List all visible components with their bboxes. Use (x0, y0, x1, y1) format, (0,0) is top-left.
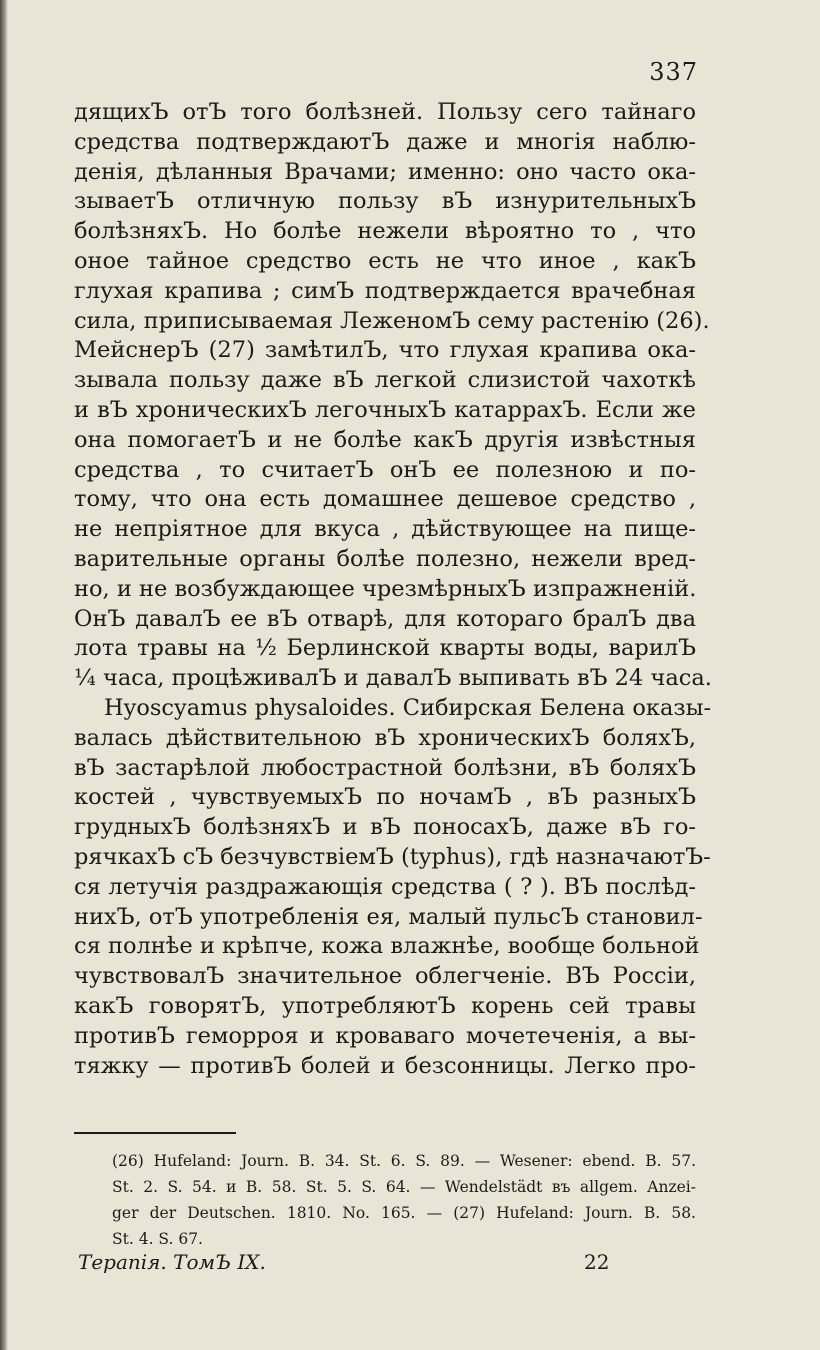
footnote-divider (74, 1132, 236, 1134)
text-line: вЪ застарѣлой любострастной болѣзни, вЪ боляхЪ (74, 754, 696, 781)
text-line: лота травы на ½ Берлинской кварты воды, варилЪ (74, 635, 696, 662)
text-line: она помогаетЪ и не болѣе какЪ другія извѣстныя (74, 426, 696, 453)
sheet-number: 22 (584, 1250, 610, 1274)
text-line: сила, приписываемая ЛеженомЪ сему растенію (26). (74, 307, 710, 334)
text-line: ся летучія раздражающія средства ( ? ). ВЪ послѣд- (74, 873, 696, 900)
text-line: ОнЪ давалЪ ее вЪ отварѣ, для котораго бралЪ два (74, 605, 696, 632)
footnote-line: St. 4. S. 67. (112, 1230, 203, 1248)
footer-signature: Терапія. ТомЪ IX. (78, 1250, 266, 1274)
text-line: варительные органы болѣе полезно, нежели вред- (74, 545, 696, 572)
text-line: зываетЪ отличную пользу вЪ изнурительныхЪ (74, 188, 696, 215)
text-line: глухая крапива ; симЪ подтверждается врачебная (74, 277, 696, 304)
text-line: тяжку — противЪ болей и безсонницы. Легко про- (74, 1052, 696, 1079)
text-line: ¼ часа, процѣживалЪ и давалЪ выпивать вЪ 24 часа. (74, 665, 712, 692)
text-line: костей , чувствуемыхЪ по ночамЪ , вЪ разныхЪ (74, 784, 696, 811)
text-line: но, и не возбуждающее чрезмѣрныхЪ изпражненій. (74, 575, 697, 602)
text-line: и вЪ хроническихЪ легочныхЪ катаррахЪ. Если же (74, 396, 696, 423)
text-line: чувствовалЪ значительное облегченіе. ВЪ Россіи, (74, 963, 696, 990)
text-line: дящихЪ отЪ того болѣзней. Пользу сего тайнаго (74, 99, 696, 125)
book-spine-shadow (0, 0, 8, 1350)
text-line: зывала пользу даже вЪ легкой слизистой чахоткѣ (74, 367, 696, 394)
main-text (74, 98, 712, 1081)
text-line: средства подтверждаютЪ даже и многія наблю- (74, 128, 696, 155)
text-line: оное тайное средство есть не что иное , какЪ (74, 247, 696, 274)
text-line: противЪ геморроя и кроваваго мочетеченія, а вы- (74, 1022, 696, 1049)
text-line: МейснерЪ (27) замѣтилЪ, что глухая крапива ока- (74, 337, 696, 364)
page-number: 337 (649, 58, 698, 86)
text-line: Hyoscyamus physaloides. Сибирская Белена оказы- (104, 694, 712, 721)
text-line: тому, что она есть домашнее дешевое средство , (74, 486, 696, 513)
text-line: ся полнѣе и крѣпче, кожа влажнѣе, вообще больной (74, 933, 700, 960)
footnote-line: ger der Deutschen. 1810. No. 165. — (27) Hufeland: Journ. B. 58. (112, 1204, 696, 1222)
footnote-line: St. 2. S. 54. и B. 58. St. 5. S. 64. — Wendelstädt въ allgem. Anzei- (112, 1178, 696, 1196)
footnote-line: (26) Hufeland: Journ. B. 34. St. 6. S. 89. — Wesener: ebend. B. 57. (112, 1152, 696, 1170)
text-line: грудныхЪ болѣзняхЪ и вЪ поносахЪ, даже вЪ го- (74, 814, 696, 841)
text-line: денія, дѣланныя Врачами; именно: оно часто ока- (74, 158, 696, 185)
text-line: какЪ говорятЪ, употребляютЪ корень сей травы (74, 992, 696, 1019)
text-line: болѣзняхЪ. Но болѣе нежели вѣроятно то , что (74, 218, 696, 245)
footnotes (74, 1148, 696, 1252)
text-line: средства , то считаетЪ онЪ ее полезною и по- (74, 456, 696, 483)
text-line: рячкахЪ сЪ безчувствіемЪ (typhus), гдѣ назначаютЪ- (74, 843, 711, 870)
text-line: нихЪ, отЪ употребленія ея, малый пульсЪ становил- (74, 903, 703, 930)
text-line: не непріятное для вкуса , дѣйствующее на пище- (74, 516, 696, 543)
text-line: валась дѣйствительною вЪ хроническихЪ боляхЪ, (74, 724, 696, 751)
